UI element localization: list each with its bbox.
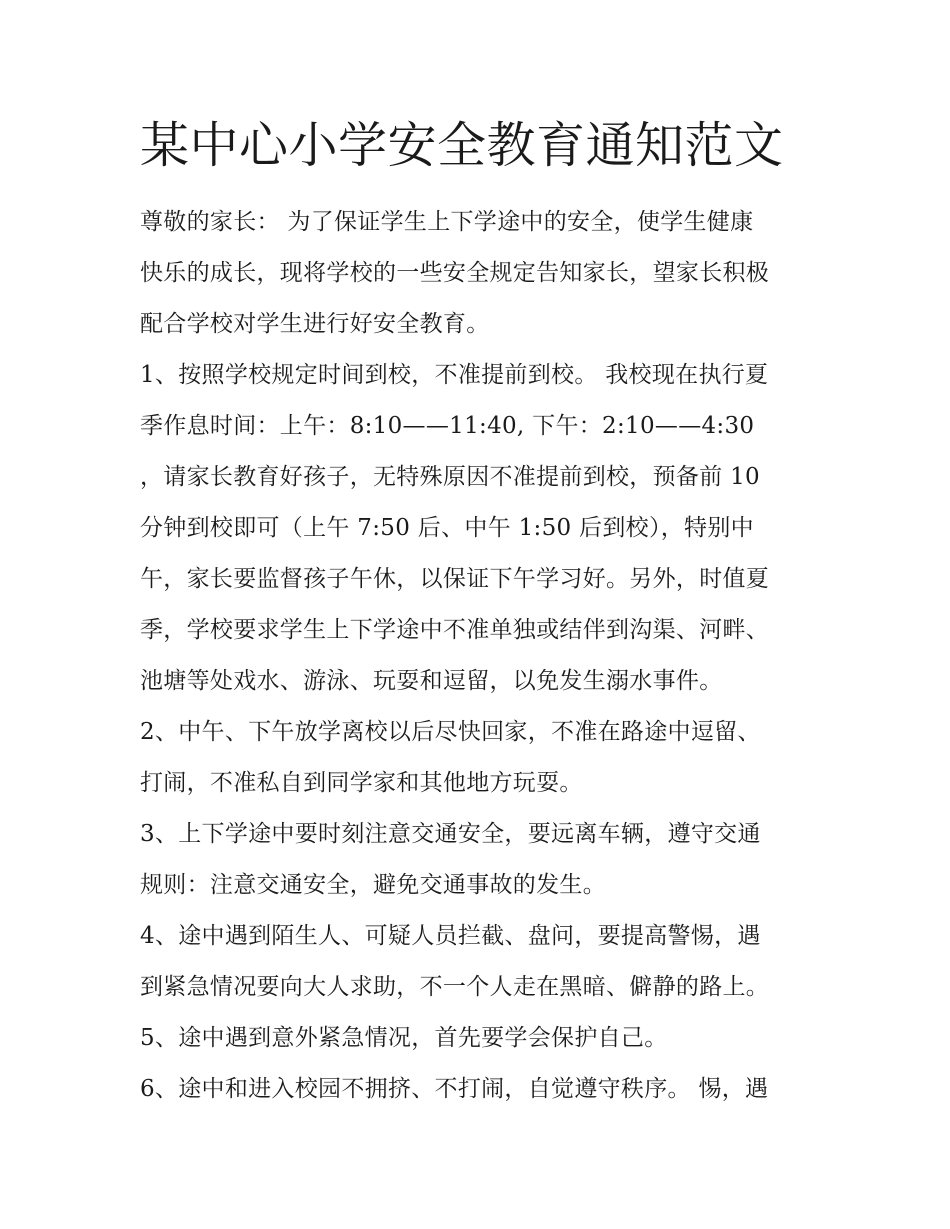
- body-line: 到紧急情况要向大人求助，不一个人走在黑暗、僻静的路上。: [140, 974, 770, 1000]
- body-line: 分钟到校即可（上午 7:50 后、中午 1:50 后到校），特别中: [140, 515, 754, 541]
- body-line: 1、按照学校规定时间到校，不准提前到校。 我校现在执行夏: [140, 362, 769, 388]
- body-line: 配合学校对学生进行好安全教育。: [140, 311, 490, 337]
- document-title: 某中心小学安全教育通知范文: [140, 117, 784, 174]
- body-line: 2、中午、下午放学离校以后尽快回家，不准在路途中逗留、: [140, 719, 761, 745]
- body-line: 6、途中和进入校园不拥挤、不打闹，自觉遵守秩序。 惕，遇: [140, 1076, 769, 1102]
- body-line: ，请家长教育好孩子，无特殊原因不准提前到校，预备前 10: [140, 464, 760, 490]
- body-line: 规则：注意交通安全，避免交通事故的发生。: [140, 872, 606, 898]
- body-line: 季，学校要求学生上下学途中不准单独或结伴到沟渠、河畔、: [140, 617, 770, 643]
- body-line: 午，家长要监督孩子午休，以保证下午学习好。另外，时值夏: [140, 566, 770, 592]
- body-line: 3、上下学途中要时刻注意交通安全，要远离车辆，遵守交通: [140, 821, 761, 847]
- body-line: 快乐的成长，现将学校的一些安全规定告知家长，望家长积极: [140, 260, 770, 286]
- body-line: 尊敬的家长： 为了保证学生上下学途中的安全，使学生健康: [140, 209, 754, 235]
- body-line: 4、途中遇到陌生人、可疑人员拦截、盘问，要提高警惕，遇: [140, 923, 761, 949]
- body-line: 5、途中遇到意外紧急情况，首先要学会保护自己。: [140, 1025, 668, 1051]
- body-line: 打闹，不准私自到同学家和其他地方玩耍。: [140, 770, 583, 796]
- body-line: 季作息时间：上午：8:10——11:40, 下午：2:10——4:30: [140, 413, 755, 439]
- body-line: 池塘等处戏水、游泳、玩耍和逗留，以免发生溺水事件。: [140, 668, 723, 694]
